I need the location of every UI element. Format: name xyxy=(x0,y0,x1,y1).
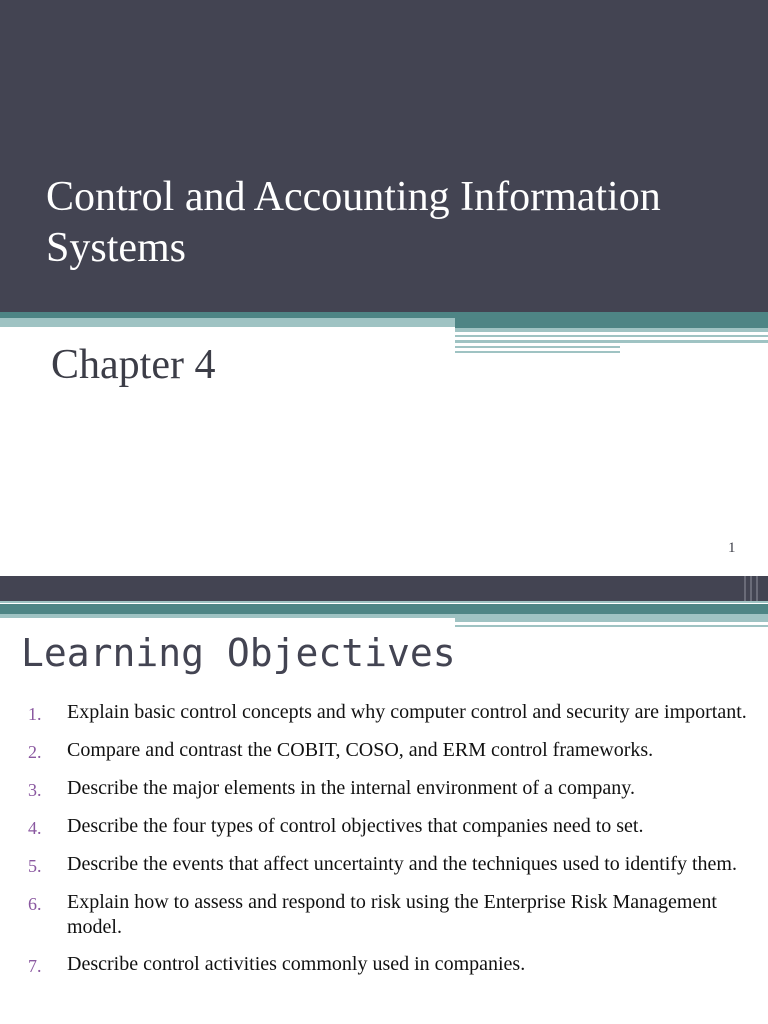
chapter-subtitle: Chapter 4 xyxy=(51,342,216,388)
header-band xyxy=(0,576,768,601)
list-item xyxy=(0,776,768,802)
list-item xyxy=(0,952,768,978)
list-item xyxy=(0,814,768,840)
stripe-teal-right xyxy=(455,318,768,328)
stripe-line-4 xyxy=(455,351,620,353)
item-number: 3. xyxy=(28,780,42,800)
objectives-list xyxy=(0,700,768,990)
item-number: 1. xyxy=(28,704,42,724)
item-text: Describe the major elements in the internal environment of a company. xyxy=(67,777,635,799)
item-number: 5. xyxy=(28,856,42,876)
stripe-line-2 xyxy=(455,340,768,343)
list-item xyxy=(0,852,768,878)
item-number: 7. xyxy=(28,956,42,976)
stripe-teal xyxy=(0,604,768,614)
band-edge-1 xyxy=(744,576,746,601)
stripe-light xyxy=(0,614,455,618)
item-text: Describe control activities commonly used in companies. xyxy=(67,953,526,975)
objectives-slide xyxy=(0,576,768,1024)
list-item xyxy=(0,890,768,940)
item-number: 6. xyxy=(28,894,42,914)
band-edge-2 xyxy=(750,576,752,601)
item-text: Explain basic control concepts and why computer control and security are important. xyxy=(67,701,747,723)
list-item xyxy=(0,738,768,764)
list-item xyxy=(0,700,768,726)
slide-title: Learning Objectives xyxy=(21,631,456,675)
stripe-line-1 xyxy=(455,625,768,627)
stripe-light xyxy=(0,318,455,327)
stripe-line-1 xyxy=(455,335,768,337)
item-text: Compare and contrast the COBIT, COSO, and ERM control frameworks. xyxy=(67,739,654,761)
stripe-thin xyxy=(0,601,768,603)
slide-title: Control and Accounting Information Systems xyxy=(46,174,661,271)
item-number: 2. xyxy=(28,742,42,762)
page-number: 1 xyxy=(728,540,736,556)
stripe-light-right xyxy=(455,614,768,622)
band-edge-3 xyxy=(756,576,758,601)
item-text: Explain how to assess and respond to risk using the Enterprise Risk Management model. xyxy=(67,891,717,938)
item-text: Describe the events that affect uncertainty and the techniques used to identify them. xyxy=(67,853,737,875)
stripe-light-right xyxy=(455,328,768,332)
item-text: Describe the four types of control objectives that companies need to set. xyxy=(67,815,644,837)
item-number: 4. xyxy=(28,818,42,838)
stripe-line-3 xyxy=(455,346,620,348)
